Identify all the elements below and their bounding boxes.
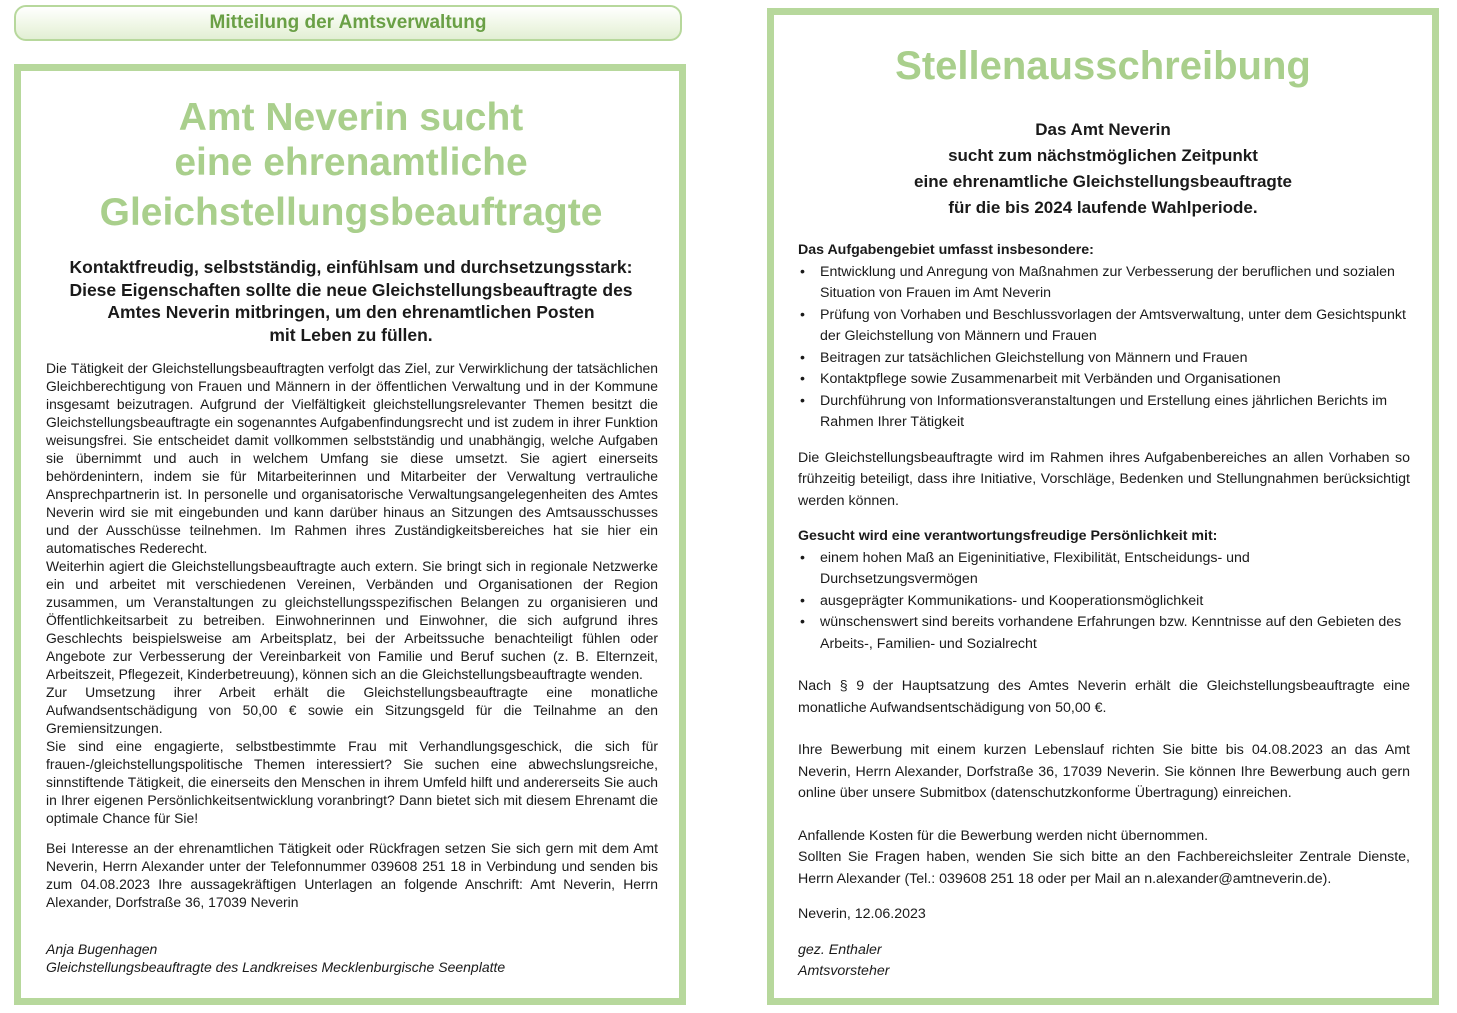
contact-paragraph: Bei Interesse an der ehrenamtlichen Tätigkeit oder Rückfragen setzen Sie sich gern mit dem Amt Neverin, Herrn Alexander unter der Telefonnummer 039608 251 18 in Verbindung und senden bis zum 04.08.2023 Ihre aussagekräftigen Unterlagen an folgende Anschrift: Amt Neverin, Herrn Alexander, Dorfstraße 36, 17039 Neverin bbox=[46, 840, 658, 910]
intro-line: für die bis 2024 laufende Wahlperiode. bbox=[948, 198, 1258, 217]
list-item: • Kontaktpflege sowie Zusammenarbeit mit Verbänden und Organisationen bbox=[798, 369, 1410, 391]
left-article-subtitle bbox=[41, 256, 661, 346]
left-article-body bbox=[46, 359, 658, 911]
tasks-heading: Das Aufgabengebiet umfasst insbesondere: bbox=[798, 242, 1094, 258]
list-item: • Durchführung von Informationsveranstaltungen und Erstellung eines jährlichen Berichts im Rahmen Ihrer Tätigkeit bbox=[798, 391, 1410, 434]
list-item: • ausgeprägter Kommunikations- und Kooperationsmöglichkeit bbox=[798, 591, 1410, 613]
intro-line: sucht zum nächstmöglichen Zeitpunkt bbox=[948, 146, 1258, 165]
job-posting-intro bbox=[784, 117, 1422, 221]
job-posting-title: Stellenausschreibung bbox=[895, 44, 1311, 88]
left-subtitle-line: mit Leben zu füllen. bbox=[269, 324, 433, 345]
body-paragraph: Weiterhin agiert die Gleichstellungsbeauftragte auch extern. Sie bringt sich in regionale Netzwerke ein und arbeitet mit verschiedenen Vereinen, Verbänden und Organisationen der Region zusammen, um Veranstaltungen zu gleichstellungsspezifischen Belangen zu organisieren und Öffentlichkeitsarbeit zu betreiben. Einwohnerinnen und Einwohner, die sich aufgrund ihres Geschlechts beispielsweise am Arbeitsplatz, bei der Arbeitssuche benachteiligt fühlen oder Angebote zur Verbesserung der Vereinbarkeit von Familie und Beruf suchen (z. B. Elternzeit, Arbeitszeit, Pflegezeit, Kinderbetreuung), können sich an die Gleichstellungsbeauftragte wenden. bbox=[46, 558, 658, 682]
list-item: • wünschenswert sind bereits vorhandene Erfahrungen bzw. Kenntnisse auf den Gebieten des Arbeits-, Familien- und Sozialrecht bbox=[798, 612, 1410, 655]
profile-list bbox=[798, 548, 1410, 656]
body-paragraph: Die Tätigkeit der Gleichstellungsbeauftragten verfolgt das Ziel, zur Verwirklichung der tatsächlichen Gleichberechtigung von Frauen und Männern in der öffentlichen Verwaltung und in der Kommune insgesamt beizutragen. Aufgrund der Vielfältigkeit gleichstellungsrelevanter Themen besitzt die Gleichstellungsbeauftragte ein sogenanntes Aufgabenfindungsrecht und ist zudem in ihrer Funktion weisungsfrei. Sie entscheidet damit vollkommen selbstständig und unabhängig, welche Aufgaben sie übernimmt und auch in welchem Umfang sie diese umsetzt. Sie agiert einerseits behördenintern, indem sie für Mitarbeiterinnen und Mitarbeiter der Verwaltung vertrauliche Ansprechpartnerin ist. In personelle und organisatorische Verwaltungsangelegenheiten des Amtes Neverin wird sie mit eingebunden und kann darüber hinaus an Sitzungen des Amtsausschusses und der Ausschüsse teilnehmen. Im Rahmen ihres Zuständigkeitsbereiches hat sie hier ein automatisches Rederecht. bbox=[46, 360, 658, 556]
section-header-banner bbox=[14, 5, 682, 41]
body-paragraph: Sie sind eine engagierte, selbstbestimmte Frau mit Verhandlungsgeschick, die sich für frauen-/gleichstellungspolitische Themen interessiert? Sie suchen eine abwechslungsreiche, sinnstiftende Tätigkeit, die einerseits den Menschen in ihrem Umfeld hilft und andererseits Sie auch in Ihrer eigenen Persönlichkeitsentwicklung voranbringt? Dann bietet sich mit diesem Ehrenamt die optimale Chance für Sie! bbox=[46, 738, 658, 826]
left-article-title bbox=[41, 95, 661, 235]
list-item: • einem hohen Maß an Eigeninitiative, Flexibilität, Entscheidungs- und Durchsetzungsvermögen bbox=[798, 548, 1410, 591]
left-signature bbox=[46, 940, 658, 976]
left-title-line: eine ehrenamtliche bbox=[174, 141, 528, 184]
list-item: • Beitragen zur tatsächlichen Gleichstellung von Männern und Frauen bbox=[798, 348, 1410, 370]
body-paragraph: Zur Umsetzung ihrer Arbeit erhält die Gleichstellungsbeauftragte eine monatliche Aufwandsentschädigung von 50,00 € sowie ein Sitzungsgeld für die Teilnahme an den Gremiensitzungen. bbox=[46, 684, 658, 736]
involvement-paragraph: Die Gleichstellungsbeauftragte wird im Rahmen ihres Aufgabenbereiches an allen Vorhaben so frühzeitig beteiligt, dass ihre Initiative, Vorschläge, Bedenken und Stellungnahmen berücksichtigt werden können. bbox=[798, 449, 1410, 509]
profile-heading: Gesucht wird eine verantwortungsfreudige Persönlichkeit mit: bbox=[798, 528, 1218, 544]
list-item: • Prüfung von Vorhaben und Beschlussvorlagen der Amtsverwaltung, unter dem Gesichtspunkt der Gleichstellung von Männern und Frauen bbox=[798, 305, 1410, 348]
intro-line: Das Amt Neverin bbox=[1035, 120, 1171, 139]
left-title-line: Gleichstellungsbeauftragte bbox=[99, 191, 603, 234]
questions-paragraph: Sollten Sie Fragen haben, wenden Sie sich bitte an den Fachbereichsleiter Zentrale Dienste, Herrn Alexander (Tel.: 039608 251 18 oder per Mail an n.alexander@amtneverin.de). bbox=[798, 849, 1410, 887]
place-date: Neverin, 12.06.2023 bbox=[798, 906, 926, 922]
signature-name: gez. Enthaler bbox=[798, 941, 882, 958]
list-item: • Entwicklung und Anregung von Maßnahmen zur Verbesserung der beruflichen und sozialen Situation von Frauen im Amt Neverin bbox=[798, 262, 1410, 305]
tasks-list bbox=[798, 262, 1410, 434]
intro-line: eine ehrenamtliche Gleichstellungsbeauftragte bbox=[914, 172, 1292, 191]
job-posting-content bbox=[798, 240, 1410, 983]
section-header-label: Mitteilung der Amtsverwaltung bbox=[209, 12, 487, 33]
left-subtitle-line: Diese Eigenschaften sollte die neue Gleichstellungsbeauftragte des bbox=[69, 279, 633, 300]
left-article-box bbox=[14, 64, 686, 1005]
right-job-posting-box bbox=[767, 8, 1439, 1005]
left-subtitle-line: Amtes Neverin mitbringen, um den ehrenamtlichen Posten bbox=[107, 302, 595, 322]
left-title-line: Amt Neverin sucht bbox=[178, 96, 524, 139]
signature-role: Amtsvorsteher bbox=[798, 963, 890, 979]
signature-role: Gleichstellungsbeauftragte des Landkreises Mecklenburgische Seenplatte bbox=[46, 959, 506, 975]
compensation-paragraph: Nach § 9 der Hauptsatzung des Amtes Neverin erhält die Gleichstellungsbeauftragte eine monatliche Aufwandsentschädigung von 50,00 €. bbox=[798, 678, 1410, 716]
costs-paragraph: Anfallende Kosten für die Bewerbung werden nicht übernommen. bbox=[798, 827, 1209, 844]
left-subtitle-line: Kontaktfreudig, selbstständig, einfühlsam und durchsetzungsstark: bbox=[69, 257, 633, 277]
application-paragraph: Ihre Bewerbung mit einem kurzen Lebenslauf richten Sie bitte bis 04.08.2023 an das Amt Neverin, Herrn Alexander, Dorfstraße 36, 17039 Neverin. Sie können Ihre Bewerbung auch gern online über unsere Submitbox (datenschutzkonforme Übertragung) einreichen. bbox=[798, 742, 1410, 801]
signature-name: Anja Bugenhagen bbox=[46, 941, 158, 957]
